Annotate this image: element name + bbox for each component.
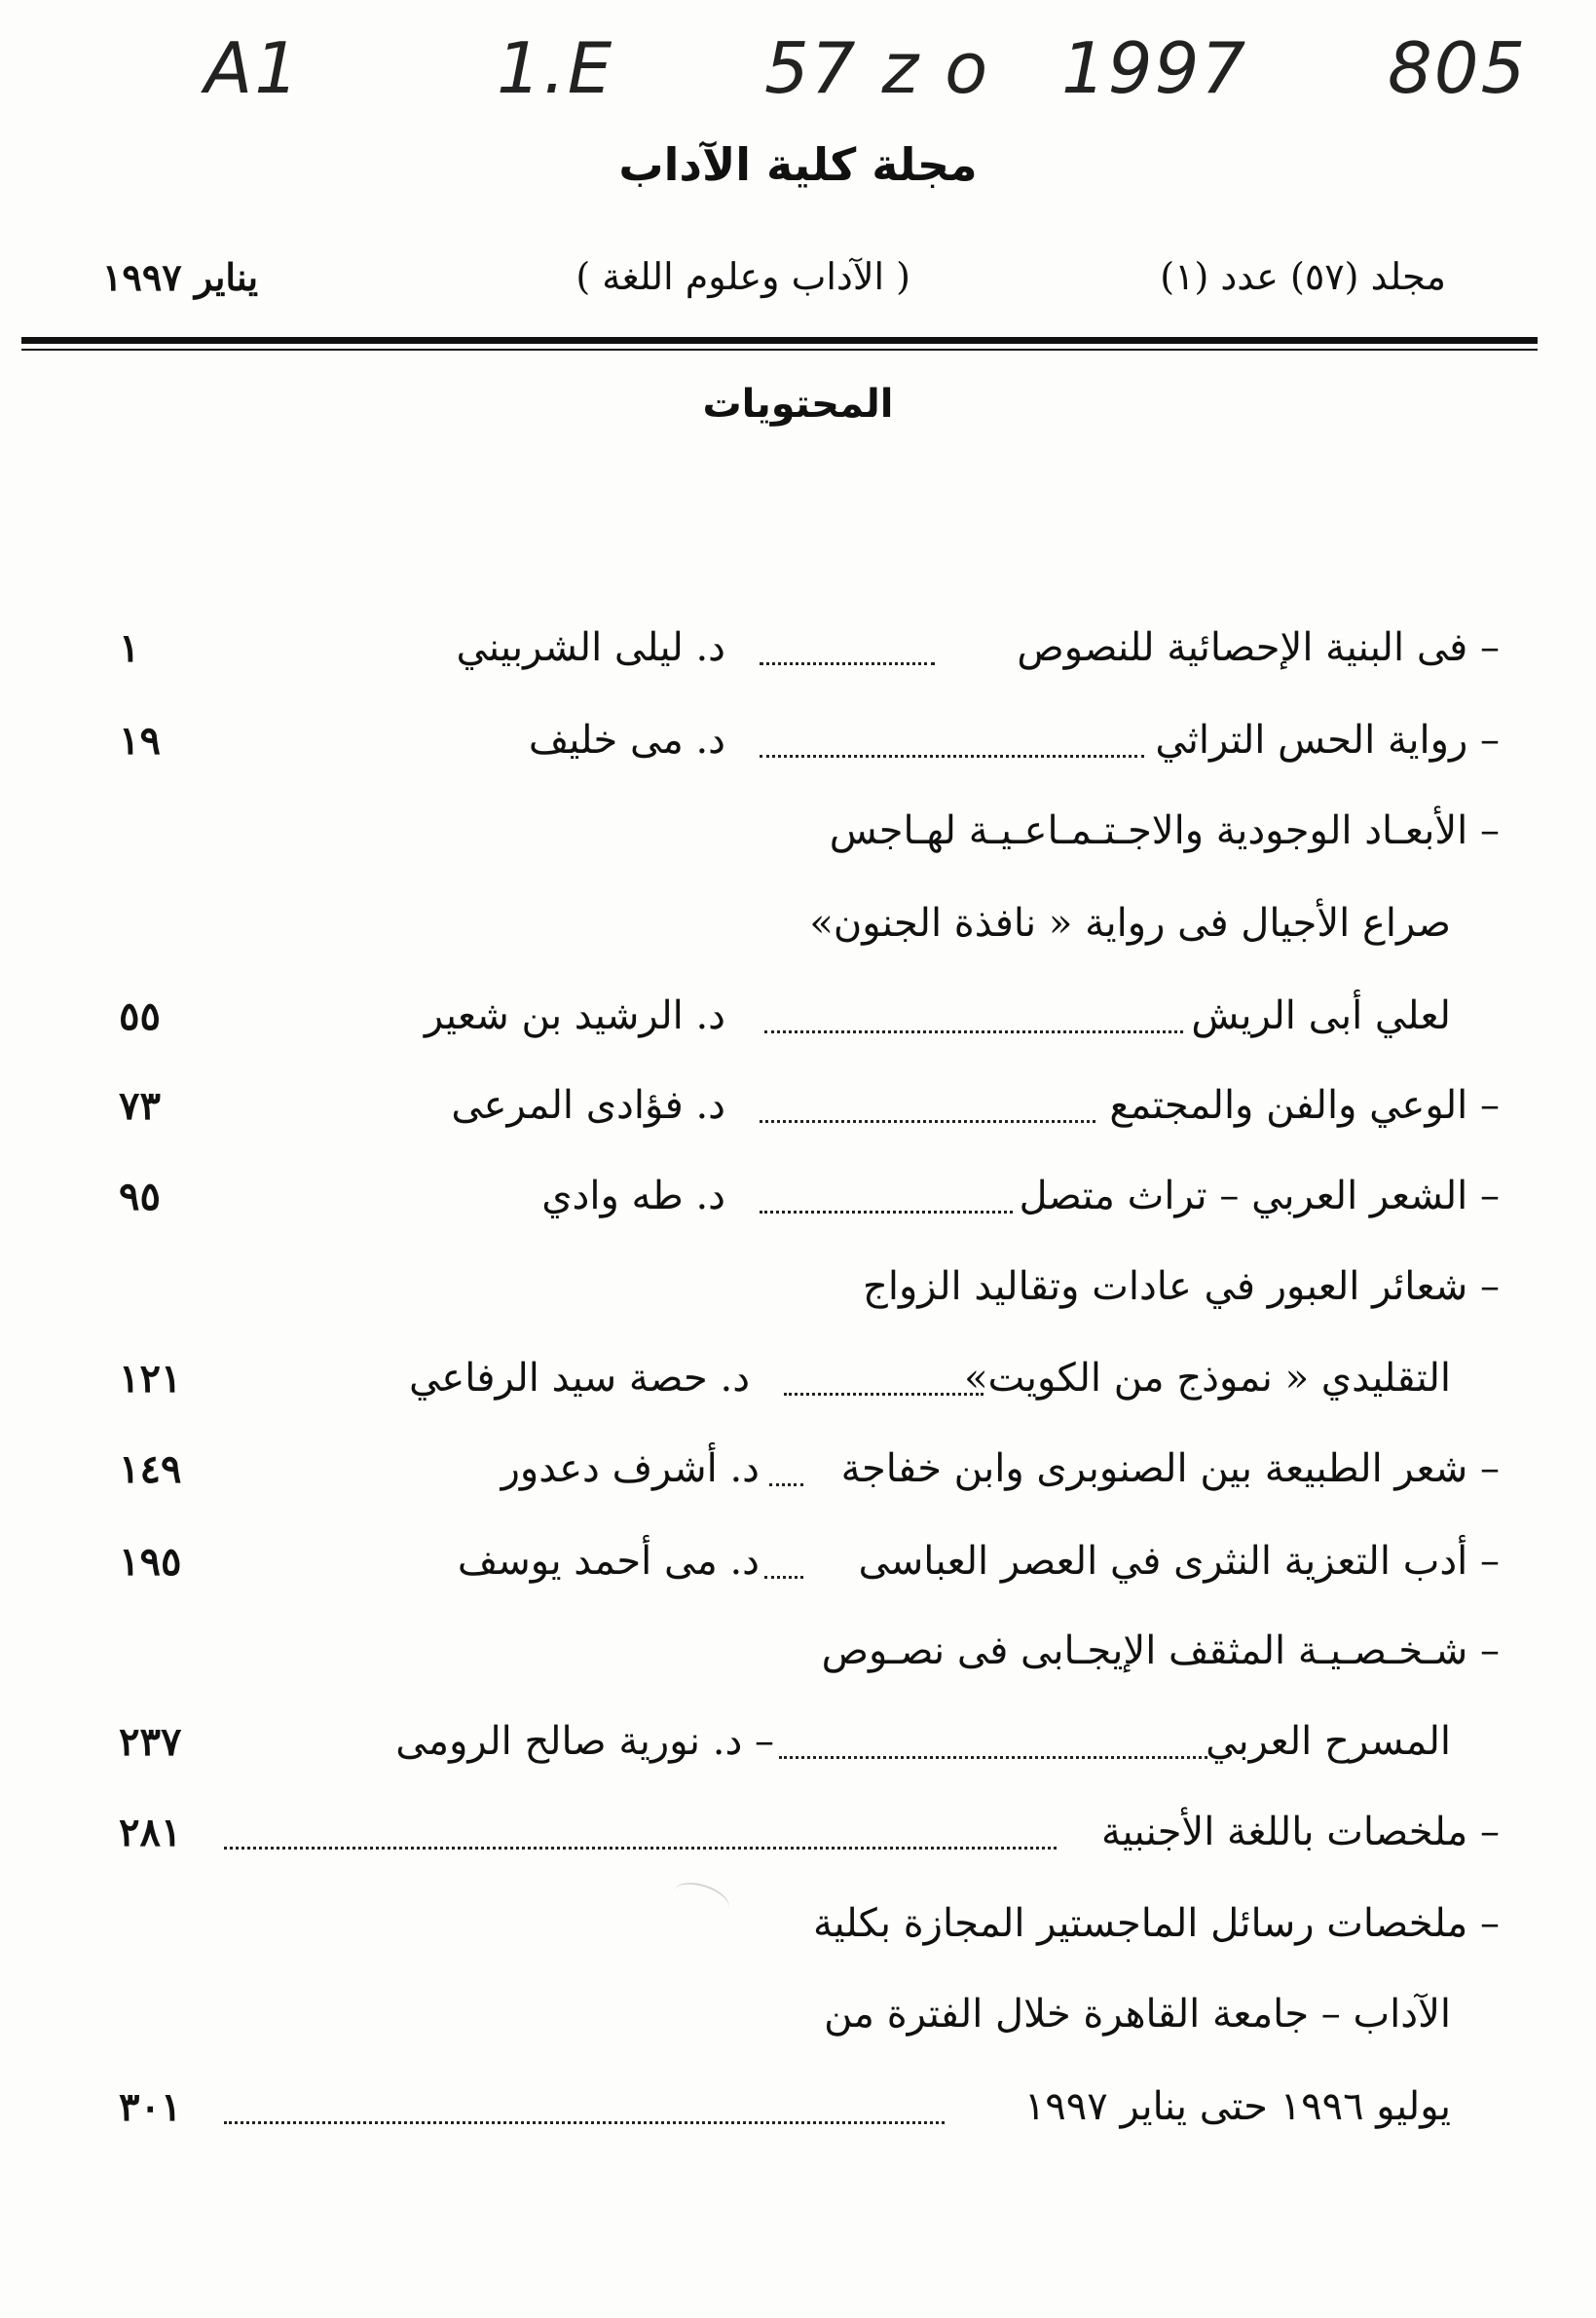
toc-entry — [97, 1628, 1500, 1691]
toc-page-number: ١٩ — [119, 718, 161, 764]
toc-title: – شعائر العبور في عادات وتقاليد الزواج — [863, 1264, 1500, 1309]
handwritten-note: 1997 — [1061, 27, 1248, 109]
toc-entry — [97, 808, 1500, 871]
toc-author: د. طه وادي — [541, 1174, 725, 1218]
toc-author: د. مى أحمد يوسف — [457, 1539, 760, 1584]
toc-page-number: ٣٠١ — [119, 2084, 182, 2130]
toc-title: – أدب التعزية النثرى في العصر العباسى — [858, 1539, 1500, 1584]
toc-entry — [97, 718, 1500, 780]
leader-dots — [760, 658, 935, 665]
handwritten-note: A1 — [204, 27, 302, 109]
leader-dots — [764, 1027, 1183, 1033]
toc-author: د. فؤادى المرعى — [451, 1083, 725, 1128]
header-rule-thick — [21, 337, 1538, 344]
toc-page-number: ٢٨١ — [119, 1810, 182, 1855]
toc-title: يوليو ١٩٩٦ حتى يناير ١٩٩٧ — [1023, 2084, 1451, 2129]
toc-page-number: ٧٣ — [119, 1083, 161, 1129]
leader-dots — [769, 1479, 803, 1486]
leader-dots — [760, 1207, 1013, 1214]
toc-entry — [97, 993, 1500, 1056]
toc-title: صراع الأجيال فى رواية « نافذة الجنون» — [809, 901, 1451, 946]
toc-entry — [97, 2084, 1500, 2147]
handwritten-note: 57 z o — [764, 27, 990, 109]
toc-page-number: ١٢١ — [119, 1356, 182, 1402]
toc-author: د. حصة سيد الرفاعي — [409, 1356, 750, 1401]
toc-entry — [97, 1264, 1500, 1327]
section-label: ( الآداب وعلوم اللغة ) — [575, 255, 910, 298]
header-rule-thin — [21, 349, 1538, 351]
toc-entry — [97, 1356, 1500, 1418]
handwritten-note: 1.E — [497, 27, 614, 109]
toc-title: – الشعر العربي – تراث متصل — [1019, 1174, 1500, 1218]
toc-title: المسرح العربي — [1206, 1719, 1451, 1764]
toc-entry — [97, 1810, 1500, 1872]
toc-title: – فى البنية الإحصائية للنصوص — [1017, 625, 1500, 670]
toc-title: – ملخصات باللغة الأجنبية — [1101, 1810, 1500, 1854]
contents-heading: المحتويات — [702, 382, 894, 427]
toc-entry — [97, 625, 1500, 688]
leader-dots — [779, 1752, 1207, 1759]
toc-title: – ملخصات رسائل الماجستير المجازة بكلية — [813, 1901, 1500, 1946]
handwritten-note: 805 — [1388, 27, 1528, 109]
leader-dots — [760, 751, 1144, 758]
toc-entry — [97, 1174, 1500, 1236]
toc-entry — [97, 1083, 1500, 1145]
toc-page-number: ٥٥ — [119, 993, 161, 1039]
leader-dots — [760, 1116, 1095, 1123]
toc-author: د. الرشيد بن شعير — [424, 993, 725, 1038]
toc-entry — [97, 1901, 1500, 1963]
toc-page-number: ٢٣٧ — [119, 1719, 182, 1765]
toc-page-number: ٩٥ — [119, 1174, 161, 1219]
toc-entry — [97, 1446, 1500, 1509]
toc-page-number: ١٩٥ — [119, 1539, 182, 1585]
toc-author: د. ليلى الشربيني — [456, 625, 725, 670]
toc-title: – شـخـصـيـة المثقف الإيجـابى فى نصـوص — [821, 1628, 1500, 1673]
toc-title: الآداب – جامعة القاهرة خلال الفترة من — [824, 1992, 1451, 2037]
leader-dots — [764, 1572, 803, 1579]
toc-title: – الوعي والفن والمجتمع — [1109, 1083, 1500, 1128]
toc-entry — [97, 1992, 1500, 2054]
toc-author: – د. نورية صالح الرومى — [395, 1719, 774, 1764]
volume-issue: مجلد (٥٧) عدد (١) — [1160, 255, 1446, 298]
toc-entry — [97, 901, 1500, 963]
handwritten-catalog-notes — [195, 27, 1558, 134]
leader-dots — [224, 2117, 945, 2124]
toc-title: – شعر الطبيعة بين الصنوبرى وابن خفاجة — [840, 1446, 1500, 1491]
toc-page-number: ١ — [119, 625, 140, 671]
toc-entry — [97, 1719, 1500, 1781]
toc-author: د. أشرف دعدور — [501, 1446, 760, 1491]
toc-page-number: ١٤٩ — [119, 1446, 182, 1492]
leader-dots — [224, 1843, 1057, 1850]
journal-title: مجلة كلية الآداب — [618, 138, 978, 191]
toc-title: التقليدي « نموذج من الكويت» — [964, 1356, 1451, 1401]
leader-dots — [784, 1389, 984, 1396]
toc-entry — [97, 1539, 1500, 1601]
toc-title: لعلي أبى الريش — [1191, 993, 1451, 1038]
issue-header — [93, 255, 1504, 314]
toc-title: – الأبعـاد الوجودية والاجـتـمـاعـيـة لهـاجس — [829, 808, 1500, 853]
toc-author: د. مى خليف — [528, 718, 725, 763]
issue-date: يناير ١٩٩٧ — [102, 255, 259, 299]
toc-title: – رواية الحس التراثي — [1155, 718, 1500, 763]
